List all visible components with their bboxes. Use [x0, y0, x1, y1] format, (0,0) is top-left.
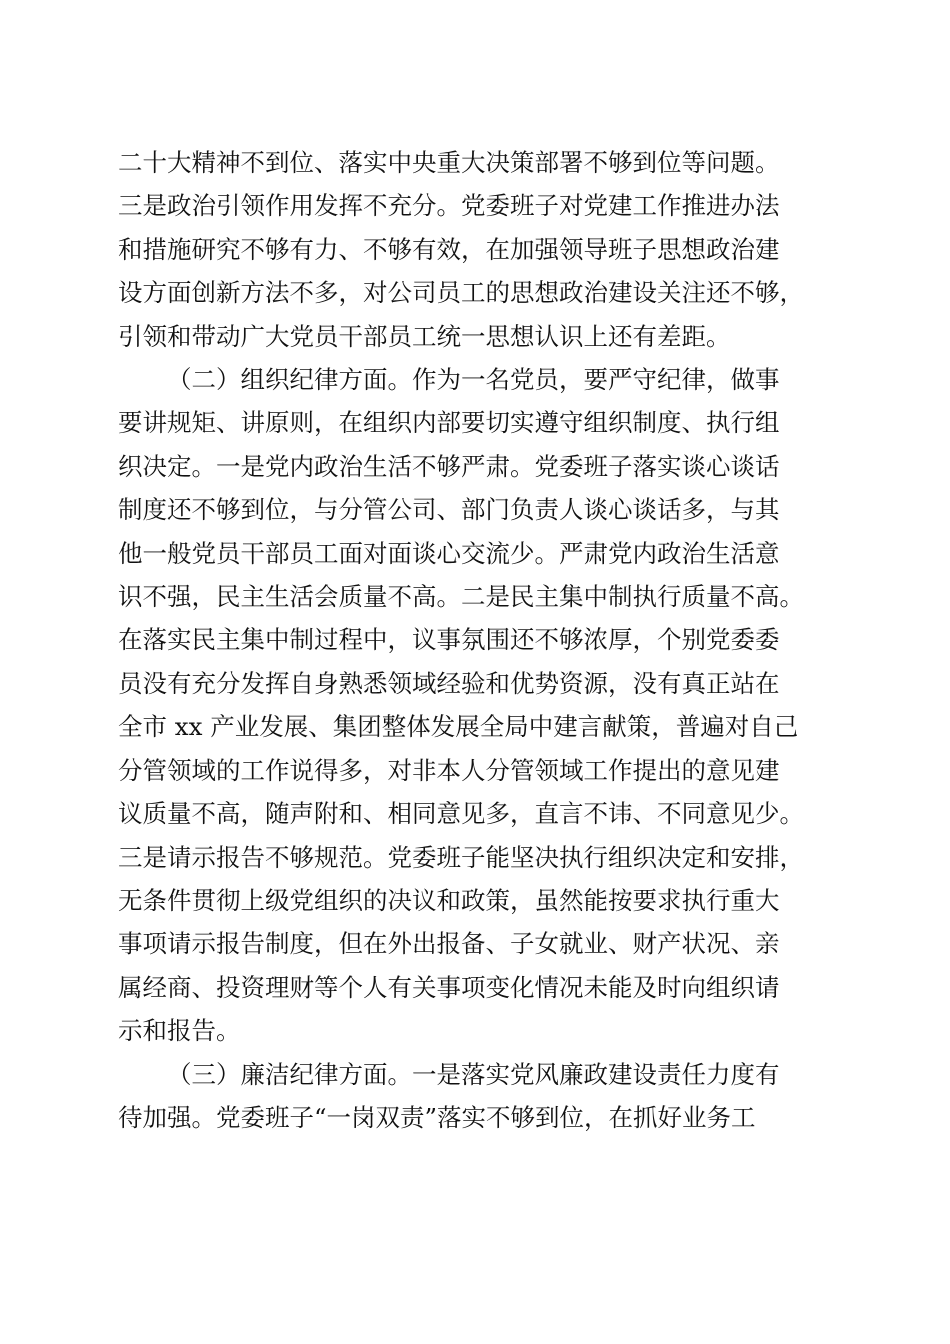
text-line: 二十大精神不到位、落实中央重大决策部署不够到位等问题。 [118, 148, 780, 177]
text-line: 三是请示报告不够规范。党委班子能坚决执行组织决定和安排， [118, 842, 804, 872]
text-line: 织决定。一是党内政治生活不够严肃。党委班子落实谈心谈话 [118, 451, 780, 481]
text-line: 员没有充分发挥自身熟悉领域经验和优势资源，没有真正站在 [118, 668, 780, 698]
text-line: 引领和带动广大党员干部员工统一思想认识上还有差距。 [118, 321, 731, 351]
text-line: 制度还不够到位，与分管公司、部门负责人谈心谈话多，与其 [118, 495, 780, 525]
paragraph-1 [118, 141, 830, 358]
text-line: 分管领域的工作说得多，对非本人分管领域工作提出的意见建 [118, 755, 780, 785]
text-line: 设方面创新方法不多，对公司员工的思想政治建设关注还不够， [118, 278, 804, 308]
document-page [118, 141, 830, 1139]
text-line: 无条件贯彻上级党组织的决议和政策，虽然能按要求执行重大 [118, 885, 780, 915]
text-line: 示和报告。 [118, 1016, 241, 1046]
text-line: 在落实民主集中制过程中，议事氛围还不够浓厚，个别党委委 [118, 625, 780, 655]
text-line: 全市 xx 产业发展、集团整体发展全局中建言献策，普遍对自己 [118, 712, 799, 742]
text-line: 属经商、投资理财等个人有关事项变化情况未能及时向组织请 [118, 972, 780, 1002]
text-line: 事项请示报告制度，但在外出报备、子女就业、财产状况、亲 [118, 929, 780, 959]
text-line: （二）组织纪律方面。作为一名党员，要严守纪律，做事 [167, 365, 780, 395]
text-line: 识不强，民主生活会质量不高。二是民主集中制执行质量不高。 [118, 582, 804, 612]
text-line: （三）廉洁纪律方面。一是落实党风廉政建设责任力度有 [167, 1059, 780, 1089]
text-line: 和措施研究不够有力、不够有效，在加强领导班子思想政治建 [118, 234, 780, 264]
text-line: 待加强。党委班子“一岗双责”落实不够到位，在抓好业务工 [118, 1102, 756, 1132]
text-line: 要讲规矩、讲原则，在组织内部要切实遵守组织制度、执行组 [118, 408, 780, 438]
text-line: 三是政治引领作用发挥不充分。党委班子对党建工作推进办法 [118, 191, 780, 221]
text-line: 他一般党员干部员工面对面谈心交流少。严肃党内政治生活意 [118, 538, 780, 568]
paragraph-2 [118, 358, 830, 1053]
paragraph-3 [118, 1053, 830, 1140]
text-line: 议质量不高，随声附和、相同意见多，直言不讳、不同意见少。 [118, 799, 804, 829]
